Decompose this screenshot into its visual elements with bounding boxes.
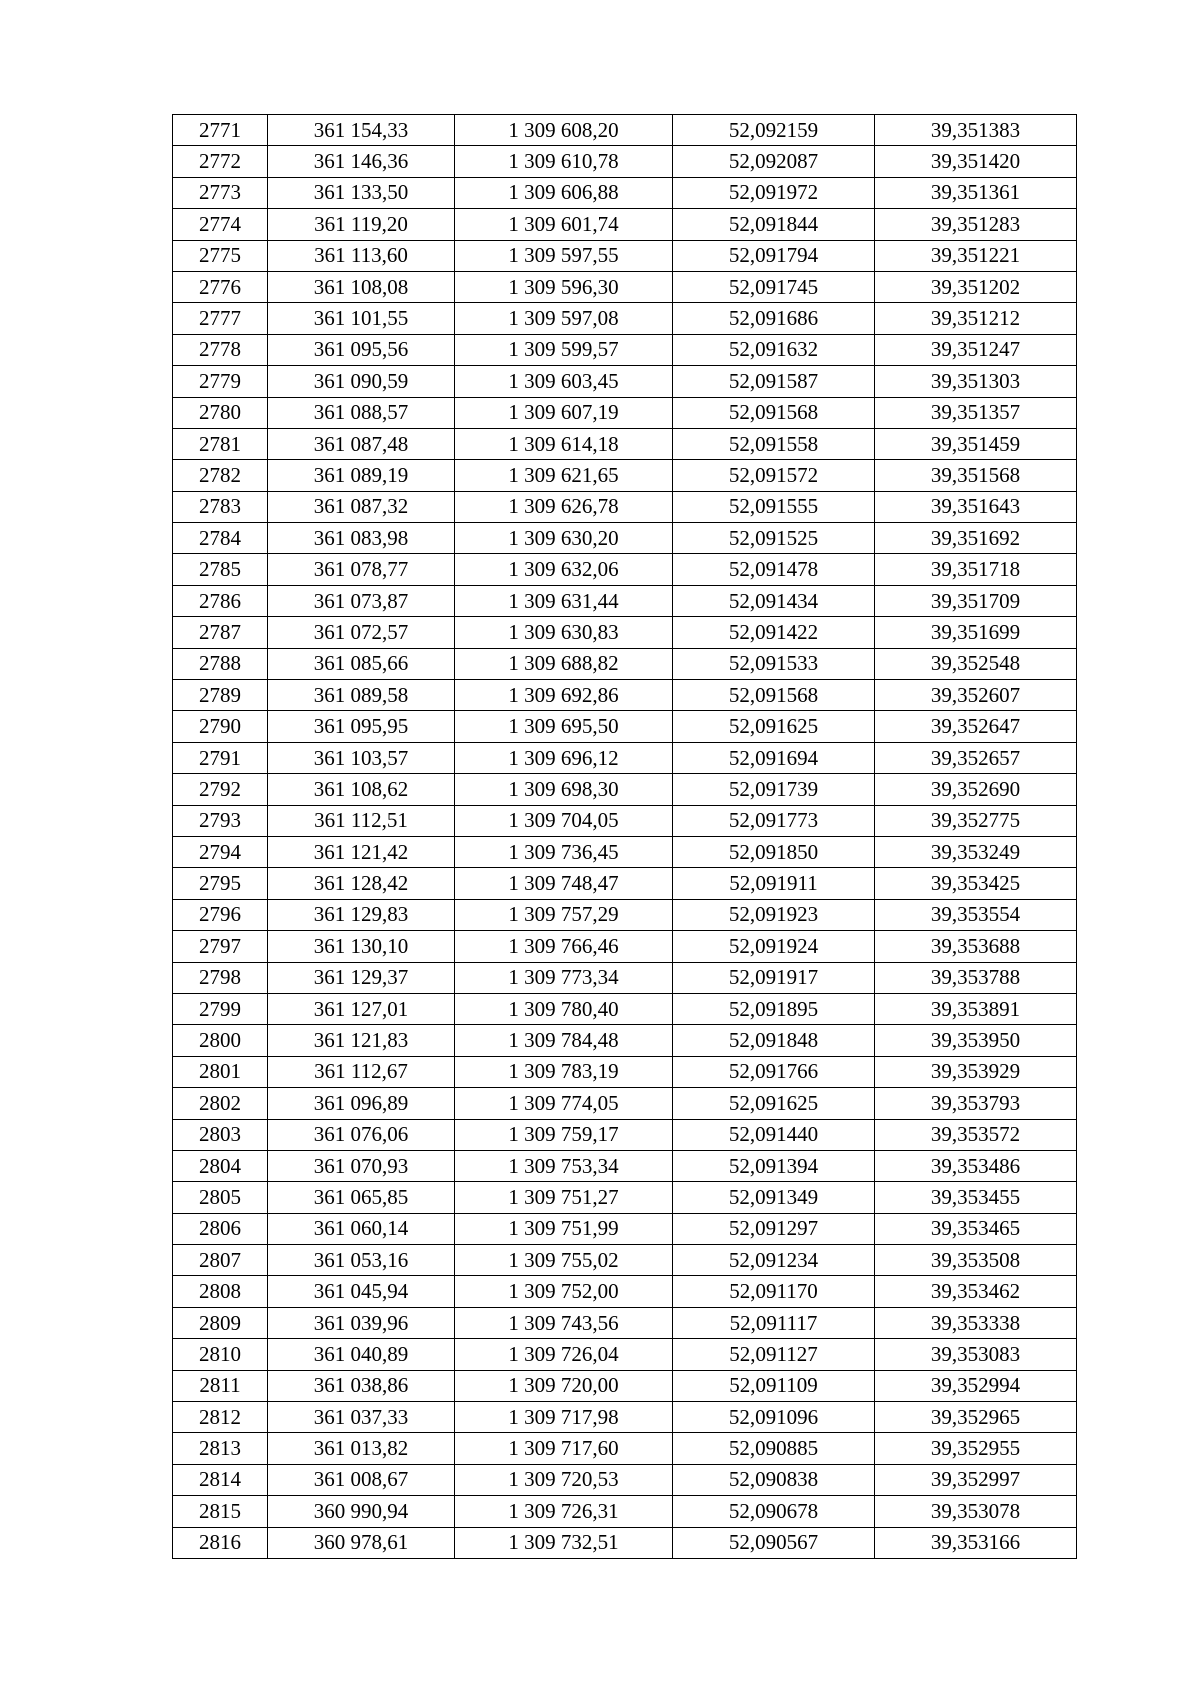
latitude-cell: 52,091739 [673, 774, 875, 805]
point-number-cell: 2773 [173, 177, 268, 208]
latitude-cell: 52,091632 [673, 334, 875, 365]
point-number-cell: 2806 [173, 1213, 268, 1244]
y-coordinate-cell: 1 309 759,17 [455, 1119, 673, 1150]
x-coordinate-cell: 361 039,96 [268, 1307, 455, 1338]
table-row [173, 115, 1077, 146]
point-number-cell: 2785 [173, 554, 268, 585]
longitude-cell: 39,351247 [875, 334, 1077, 365]
x-coordinate-cell: 361 108,08 [268, 271, 455, 302]
y-coordinate-cell: 1 309 696,12 [455, 742, 673, 773]
y-coordinate-cell: 1 309 596,30 [455, 271, 673, 302]
longitude-cell: 39,351212 [875, 303, 1077, 334]
longitude-cell: 39,353083 [875, 1339, 1077, 1370]
x-coordinate-cell: 361 087,48 [268, 428, 455, 459]
point-number-cell: 2787 [173, 617, 268, 648]
table-row [173, 271, 1077, 302]
y-coordinate-cell: 1 309 726,04 [455, 1339, 673, 1370]
x-coordinate-cell: 361 008,67 [268, 1464, 455, 1495]
latitude-cell: 52,091850 [673, 836, 875, 867]
latitude-cell: 52,091533 [673, 648, 875, 679]
y-coordinate-cell: 1 309 626,78 [455, 491, 673, 522]
point-number-cell: 2811 [173, 1370, 268, 1401]
latitude-cell: 52,091694 [673, 742, 875, 773]
point-number-cell: 2796 [173, 899, 268, 930]
table-row [173, 1056, 1077, 1087]
point-number-cell: 2804 [173, 1150, 268, 1181]
table-row [173, 1150, 1077, 1181]
table-row [173, 774, 1077, 805]
latitude-cell: 52,091555 [673, 491, 875, 522]
y-coordinate-cell: 1 309 599,57 [455, 334, 673, 365]
latitude-cell: 52,091686 [673, 303, 875, 334]
table-row [173, 303, 1077, 334]
point-number-cell: 2781 [173, 428, 268, 459]
longitude-cell: 39,353455 [875, 1182, 1077, 1213]
latitude-cell: 52,091349 [673, 1182, 875, 1213]
point-number-cell: 2798 [173, 962, 268, 993]
x-coordinate-cell: 361 053,16 [268, 1245, 455, 1276]
point-number-cell: 2784 [173, 523, 268, 554]
latitude-cell: 52,090678 [673, 1496, 875, 1527]
x-coordinate-cell: 361 073,87 [268, 585, 455, 616]
point-number-cell: 2794 [173, 836, 268, 867]
latitude-cell: 52,091434 [673, 585, 875, 616]
table-row [173, 146, 1077, 177]
x-coordinate-cell: 361 133,50 [268, 177, 455, 208]
point-number-cell: 2783 [173, 491, 268, 522]
longitude-cell: 39,351283 [875, 209, 1077, 240]
longitude-cell: 39,352965 [875, 1402, 1077, 1433]
y-coordinate-cell: 1 309 601,74 [455, 209, 673, 240]
x-coordinate-cell: 361 108,62 [268, 774, 455, 805]
latitude-cell: 52,091109 [673, 1370, 875, 1401]
table-row [173, 1245, 1077, 1276]
latitude-cell: 52,091972 [673, 177, 875, 208]
latitude-cell: 52,091895 [673, 993, 875, 1024]
x-coordinate-cell: 361 128,42 [268, 868, 455, 899]
latitude-cell: 52,091848 [673, 1025, 875, 1056]
table-row [173, 366, 1077, 397]
longitude-cell: 39,351699 [875, 617, 1077, 648]
y-coordinate-cell: 1 309 692,86 [455, 680, 673, 711]
x-coordinate-cell: 361 129,83 [268, 899, 455, 930]
longitude-cell: 39,351303 [875, 366, 1077, 397]
y-coordinate-cell: 1 309 751,99 [455, 1213, 673, 1244]
y-coordinate-cell: 1 309 630,83 [455, 617, 673, 648]
y-coordinate-cell: 1 309 755,02 [455, 1245, 673, 1276]
point-number-cell: 2793 [173, 805, 268, 836]
latitude-cell: 52,091587 [673, 366, 875, 397]
coordinates-table [172, 114, 1077, 1559]
x-coordinate-cell: 361 090,59 [268, 366, 455, 397]
x-coordinate-cell: 361 127,01 [268, 993, 455, 1024]
x-coordinate-cell: 361 083,98 [268, 523, 455, 554]
latitude-cell: 52,091297 [673, 1213, 875, 1244]
table-row [173, 1088, 1077, 1119]
point-number-cell: 2779 [173, 366, 268, 397]
longitude-cell: 39,351420 [875, 146, 1077, 177]
longitude-cell: 39,352955 [875, 1433, 1077, 1464]
table-row [173, 1527, 1077, 1558]
y-coordinate-cell: 1 309 597,08 [455, 303, 673, 334]
x-coordinate-cell: 361 040,89 [268, 1339, 455, 1370]
table-row [173, 1182, 1077, 1213]
table-row [173, 680, 1077, 711]
table-row [173, 1025, 1077, 1056]
longitude-cell: 39,353486 [875, 1150, 1077, 1181]
x-coordinate-cell: 361 013,82 [268, 1433, 455, 1464]
y-coordinate-cell: 1 309 757,29 [455, 899, 673, 930]
longitude-cell: 39,351718 [875, 554, 1077, 585]
y-coordinate-cell: 1 309 753,34 [455, 1150, 673, 1181]
longitude-cell: 39,353788 [875, 962, 1077, 993]
y-coordinate-cell: 1 309 752,00 [455, 1276, 673, 1307]
latitude-cell: 52,091558 [673, 428, 875, 459]
point-number-cell: 2780 [173, 397, 268, 428]
y-coordinate-cell: 1 309 748,47 [455, 868, 673, 899]
point-number-cell: 2778 [173, 334, 268, 365]
y-coordinate-cell: 1 309 774,05 [455, 1088, 673, 1119]
latitude-cell: 52,091923 [673, 899, 875, 930]
latitude-cell: 52,091568 [673, 397, 875, 428]
longitude-cell: 39,353891 [875, 993, 1077, 1024]
y-coordinate-cell: 1 309 630,20 [455, 523, 673, 554]
longitude-cell: 39,351692 [875, 523, 1077, 554]
point-number-cell: 2776 [173, 271, 268, 302]
x-coordinate-cell: 361 078,77 [268, 554, 455, 585]
latitude-cell: 52,091766 [673, 1056, 875, 1087]
table-row [173, 240, 1077, 271]
y-coordinate-cell: 1 309 606,88 [455, 177, 673, 208]
longitude-cell: 39,353554 [875, 899, 1077, 930]
table-row [173, 491, 1077, 522]
longitude-cell: 39,352775 [875, 805, 1077, 836]
point-number-cell: 2795 [173, 868, 268, 899]
x-coordinate-cell: 361 037,33 [268, 1402, 455, 1433]
longitude-cell: 39,352994 [875, 1370, 1077, 1401]
point-number-cell: 2803 [173, 1119, 268, 1150]
table-row [173, 899, 1077, 930]
point-number-cell: 2782 [173, 460, 268, 491]
table-row [173, 1370, 1077, 1401]
x-coordinate-cell: 360 978,61 [268, 1527, 455, 1558]
x-coordinate-cell: 361 130,10 [268, 931, 455, 962]
latitude-cell: 52,091394 [673, 1150, 875, 1181]
latitude-cell: 52,092159 [673, 115, 875, 146]
longitude-cell: 39,351568 [875, 460, 1077, 491]
x-coordinate-cell: 361 112,67 [268, 1056, 455, 1087]
x-coordinate-cell: 361 087,32 [268, 491, 455, 522]
table-row [173, 711, 1077, 742]
longitude-cell: 39,353425 [875, 868, 1077, 899]
x-coordinate-cell: 361 076,06 [268, 1119, 455, 1150]
table-row [173, 993, 1077, 1024]
point-number-cell: 2801 [173, 1056, 268, 1087]
longitude-cell: 39,353688 [875, 931, 1077, 962]
point-number-cell: 2771 [173, 115, 268, 146]
point-number-cell: 2808 [173, 1276, 268, 1307]
table-row [173, 1339, 1077, 1370]
point-number-cell: 2809 [173, 1307, 268, 1338]
point-number-cell: 2788 [173, 648, 268, 679]
table-row [173, 962, 1077, 993]
table-row [173, 554, 1077, 585]
y-coordinate-cell: 1 309 736,45 [455, 836, 673, 867]
x-coordinate-cell: 361 065,85 [268, 1182, 455, 1213]
x-coordinate-cell: 361 154,33 [268, 115, 455, 146]
table-row [173, 742, 1077, 773]
point-number-cell: 2812 [173, 1402, 268, 1433]
x-coordinate-cell: 361 095,95 [268, 711, 455, 742]
x-coordinate-cell: 361 096,89 [268, 1088, 455, 1119]
x-coordinate-cell: 361 038,86 [268, 1370, 455, 1401]
latitude-cell: 52,091234 [673, 1245, 875, 1276]
table-row [173, 334, 1077, 365]
x-coordinate-cell: 361 112,51 [268, 805, 455, 836]
x-coordinate-cell: 361 146,36 [268, 146, 455, 177]
table-row [173, 1276, 1077, 1307]
point-number-cell: 2805 [173, 1182, 268, 1213]
y-coordinate-cell: 1 309 726,31 [455, 1496, 673, 1527]
point-number-cell: 2815 [173, 1496, 268, 1527]
point-number-cell: 2816 [173, 1527, 268, 1558]
table-row [173, 523, 1077, 554]
x-coordinate-cell: 361 072,57 [268, 617, 455, 648]
point-number-cell: 2800 [173, 1025, 268, 1056]
table-row [173, 648, 1077, 679]
point-number-cell: 2789 [173, 680, 268, 711]
y-coordinate-cell: 1 309 717,60 [455, 1433, 673, 1464]
longitude-cell: 39,352690 [875, 774, 1077, 805]
y-coordinate-cell: 1 309 720,00 [455, 1370, 673, 1401]
latitude-cell: 52,091422 [673, 617, 875, 648]
longitude-cell: 39,352647 [875, 711, 1077, 742]
y-coordinate-cell: 1 309 610,78 [455, 146, 673, 177]
longitude-cell: 39,353338 [875, 1307, 1077, 1338]
x-coordinate-cell: 361 129,37 [268, 962, 455, 993]
latitude-cell: 52,091096 [673, 1402, 875, 1433]
longitude-cell: 39,351643 [875, 491, 1077, 522]
y-coordinate-cell: 1 309 603,45 [455, 366, 673, 397]
latitude-cell: 52,091127 [673, 1339, 875, 1370]
x-coordinate-cell: 361 089,58 [268, 680, 455, 711]
point-number-cell: 2786 [173, 585, 268, 616]
y-coordinate-cell: 1 309 631,44 [455, 585, 673, 616]
longitude-cell: 39,353462 [875, 1276, 1077, 1307]
longitude-cell: 39,353929 [875, 1056, 1077, 1087]
latitude-cell: 52,091844 [673, 209, 875, 240]
longitude-cell: 39,353572 [875, 1119, 1077, 1150]
y-coordinate-cell: 1 309 783,19 [455, 1056, 673, 1087]
longitude-cell: 39,353508 [875, 1245, 1077, 1276]
longitude-cell: 39,352657 [875, 742, 1077, 773]
x-coordinate-cell: 361 121,42 [268, 836, 455, 867]
table-row [173, 428, 1077, 459]
longitude-cell: 39,353950 [875, 1025, 1077, 1056]
table-row [173, 836, 1077, 867]
x-coordinate-cell: 361 101,55 [268, 303, 455, 334]
y-coordinate-cell: 1 309 751,27 [455, 1182, 673, 1213]
coordinates-table-body [173, 115, 1077, 1559]
x-coordinate-cell: 360 990,94 [268, 1496, 455, 1527]
point-number-cell: 2772 [173, 146, 268, 177]
longitude-cell: 39,351357 [875, 397, 1077, 428]
point-number-cell: 2777 [173, 303, 268, 334]
y-coordinate-cell: 1 309 743,56 [455, 1307, 673, 1338]
x-coordinate-cell: 361 113,60 [268, 240, 455, 271]
latitude-cell: 52,091924 [673, 931, 875, 962]
latitude-cell: 52,090567 [673, 1527, 875, 1558]
table-row [173, 209, 1077, 240]
table-row [173, 1433, 1077, 1464]
y-coordinate-cell: 1 309 632,06 [455, 554, 673, 585]
x-coordinate-cell: 361 119,20 [268, 209, 455, 240]
y-coordinate-cell: 1 309 732,51 [455, 1527, 673, 1558]
longitude-cell: 39,352607 [875, 680, 1077, 711]
point-number-cell: 2807 [173, 1245, 268, 1276]
point-number-cell: 2792 [173, 774, 268, 805]
table-row [173, 1496, 1077, 1527]
table-row [173, 1119, 1077, 1150]
latitude-cell: 52,091917 [673, 962, 875, 993]
x-coordinate-cell: 361 045,94 [268, 1276, 455, 1307]
latitude-cell: 52,091911 [673, 868, 875, 899]
y-coordinate-cell: 1 309 608,20 [455, 115, 673, 146]
table-row [173, 931, 1077, 962]
x-coordinate-cell: 361 095,56 [268, 334, 455, 365]
point-number-cell: 2797 [173, 931, 268, 962]
latitude-cell: 52,092087 [673, 146, 875, 177]
longitude-cell: 39,353465 [875, 1213, 1077, 1244]
x-coordinate-cell: 361 088,57 [268, 397, 455, 428]
longitude-cell: 39,353078 [875, 1496, 1077, 1527]
y-coordinate-cell: 1 309 717,98 [455, 1402, 673, 1433]
point-number-cell: 2775 [173, 240, 268, 271]
table-row [173, 1307, 1077, 1338]
y-coordinate-cell: 1 309 614,18 [455, 428, 673, 459]
table-row [173, 585, 1077, 616]
longitude-cell: 39,351709 [875, 585, 1077, 616]
latitude-cell: 52,091572 [673, 460, 875, 491]
x-coordinate-cell: 361 060,14 [268, 1213, 455, 1244]
longitude-cell: 39,351383 [875, 115, 1077, 146]
longitude-cell: 39,351361 [875, 177, 1077, 208]
longitude-cell: 39,351202 [875, 271, 1077, 302]
table-row [173, 460, 1077, 491]
longitude-cell: 39,353166 [875, 1527, 1077, 1558]
longitude-cell: 39,351221 [875, 240, 1077, 271]
longitude-cell: 39,353793 [875, 1088, 1077, 1119]
table-row [173, 177, 1077, 208]
x-coordinate-cell: 361 089,19 [268, 460, 455, 491]
latitude-cell: 52,090885 [673, 1433, 875, 1464]
latitude-cell: 52,091170 [673, 1276, 875, 1307]
point-number-cell: 2799 [173, 993, 268, 1024]
y-coordinate-cell: 1 309 784,48 [455, 1025, 673, 1056]
longitude-cell: 39,352997 [875, 1464, 1077, 1495]
x-coordinate-cell: 361 121,83 [268, 1025, 455, 1056]
longitude-cell: 39,351459 [875, 428, 1077, 459]
point-number-cell: 2774 [173, 209, 268, 240]
y-coordinate-cell: 1 309 695,50 [455, 711, 673, 742]
y-coordinate-cell: 1 309 597,55 [455, 240, 673, 271]
table-row [173, 1464, 1077, 1495]
latitude-cell: 52,091625 [673, 711, 875, 742]
x-coordinate-cell: 361 103,57 [268, 742, 455, 773]
point-number-cell: 2814 [173, 1464, 268, 1495]
y-coordinate-cell: 1 309 773,34 [455, 962, 673, 993]
table-row [173, 617, 1077, 648]
point-number-cell: 2791 [173, 742, 268, 773]
x-coordinate-cell: 361 085,66 [268, 648, 455, 679]
point-number-cell: 2790 [173, 711, 268, 742]
latitude-cell: 52,090838 [673, 1464, 875, 1495]
y-coordinate-cell: 1 309 780,40 [455, 993, 673, 1024]
longitude-cell: 39,352548 [875, 648, 1077, 679]
table-row [173, 1402, 1077, 1433]
table-row [173, 1213, 1077, 1244]
latitude-cell: 52,091745 [673, 271, 875, 302]
longitude-cell: 39,353249 [875, 836, 1077, 867]
y-coordinate-cell: 1 309 720,53 [455, 1464, 673, 1495]
latitude-cell: 52,091525 [673, 523, 875, 554]
table-row [173, 868, 1077, 899]
table-row [173, 397, 1077, 428]
latitude-cell: 52,091117 [673, 1307, 875, 1338]
point-number-cell: 2802 [173, 1088, 268, 1119]
y-coordinate-cell: 1 309 688,82 [455, 648, 673, 679]
latitude-cell: 52,091478 [673, 554, 875, 585]
y-coordinate-cell: 1 309 621,65 [455, 460, 673, 491]
point-number-cell: 2810 [173, 1339, 268, 1370]
latitude-cell: 52,091773 [673, 805, 875, 836]
point-number-cell: 2813 [173, 1433, 268, 1464]
latitude-cell: 52,091625 [673, 1088, 875, 1119]
latitude-cell: 52,091794 [673, 240, 875, 271]
x-coordinate-cell: 361 070,93 [268, 1150, 455, 1181]
latitude-cell: 52,091568 [673, 680, 875, 711]
y-coordinate-cell: 1 309 766,46 [455, 931, 673, 962]
y-coordinate-cell: 1 309 698,30 [455, 774, 673, 805]
latitude-cell: 52,091440 [673, 1119, 875, 1150]
table-row [173, 805, 1077, 836]
y-coordinate-cell: 1 309 607,19 [455, 397, 673, 428]
y-coordinate-cell: 1 309 704,05 [455, 805, 673, 836]
